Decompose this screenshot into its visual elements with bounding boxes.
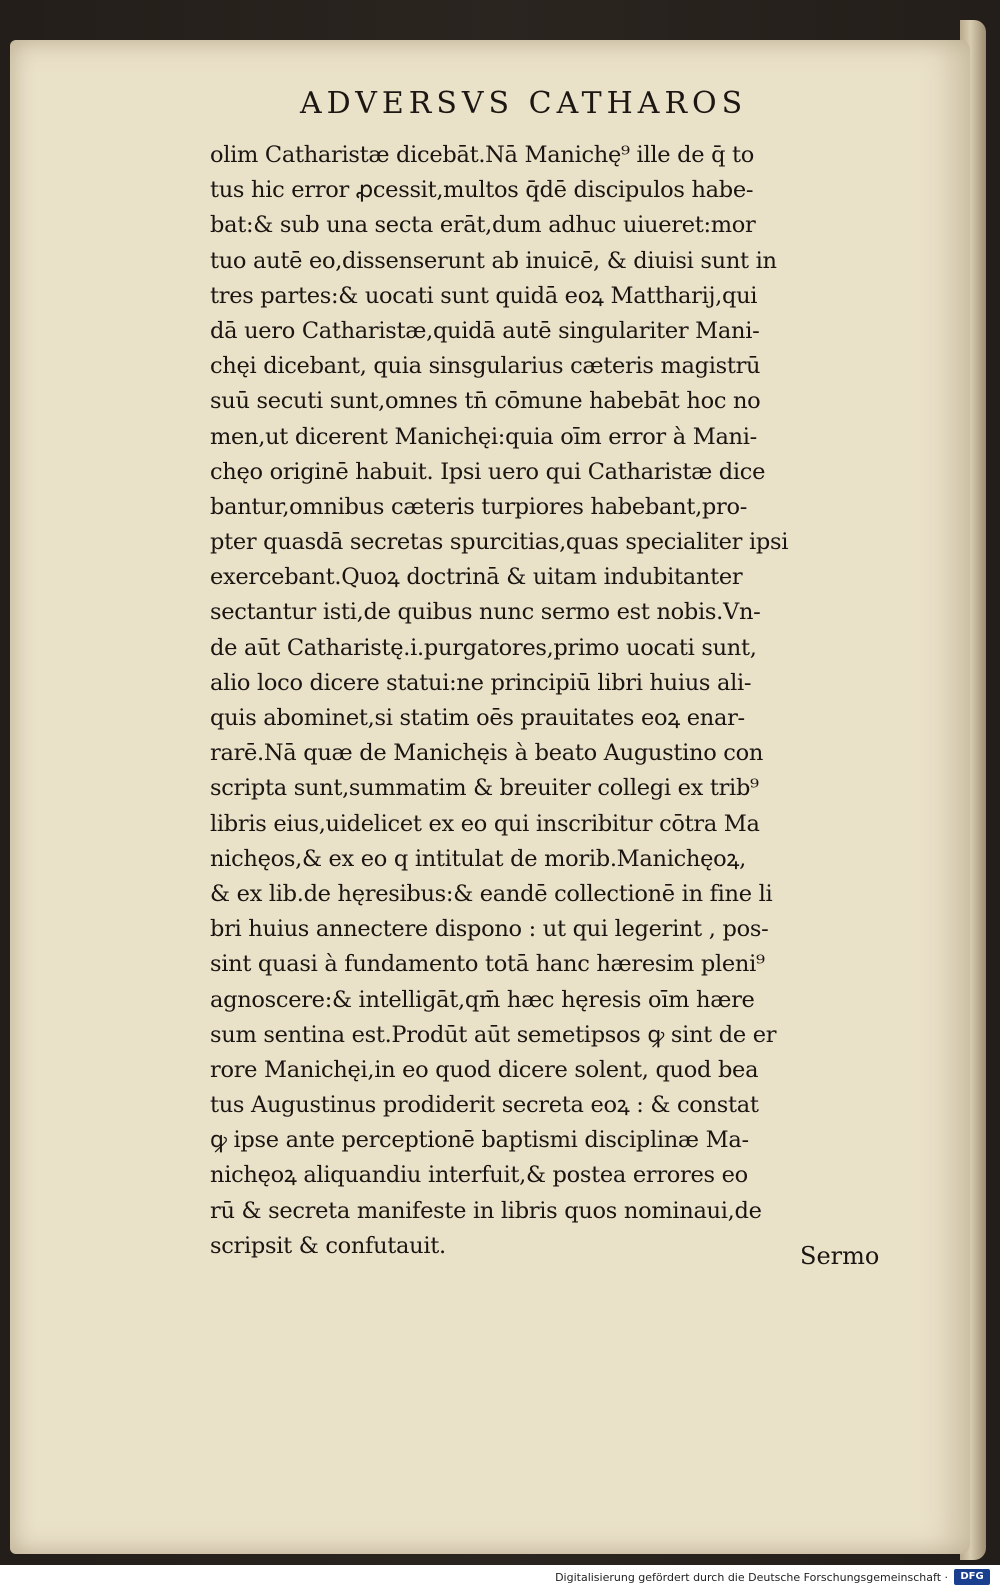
- text-line: bantur,omnibus cæteris turpiores habebant,pro-: [210, 493, 748, 520]
- text-line: & ex lib.de hęresibus:& eandē collectionē in fine li: [210, 880, 773, 907]
- text-line: rū & secreta manifeste in libris quos nominaui,de: [210, 1197, 762, 1224]
- text-line: chęi dicebant, quia sinsgularius cæteris magistrū: [210, 353, 761, 380]
- text-line: sectantur isti,de quibus nunc sermo est nobis.Vn-: [210, 599, 761, 626]
- text-line: pter quasdā secretas spurcitias,quas specialiter ipsi: [210, 529, 789, 556]
- text-line: quis abominet,si statim oēs prauitates eoꝝ enar-: [210, 705, 745, 731]
- text-line: nichęoꝝ aliquandiu interfuit,& postea errores eo: [210, 1162, 748, 1189]
- text-line: agnoscere:& intelligāt,qm̄ hæc hęresis oīm hære: [210, 986, 755, 1013]
- text-line: tuo autē eo,dissenserunt ab inuicē, & diuisi sunt in: [210, 247, 777, 274]
- text-line: men,ut dicerent Manichęi:quia oīm error à Mani-: [210, 423, 757, 450]
- text-line: rore Manichęi,in eo quod dicere solent, quod bea: [210, 1056, 759, 1083]
- text-line: tus Augustinus prodiderit secreta eoꝝ : & constat: [210, 1092, 759, 1119]
- text-line: nichęos,& ex eo q intitulat de morib.Manichęoꝝ,: [210, 845, 746, 872]
- text-line: olim Catharistæ dicebāt.Nā Manichę⁹ ille de q̄ to: [210, 142, 755, 168]
- text-line: scripsit & confutauit.: [210, 1232, 446, 1259]
- text-line: ꝙ ipse ante perceptionē baptismi disciplinæ Ma-: [210, 1127, 749, 1154]
- text-line: chęo originē habuit. Ipsi uero qui Catharistæ dice: [210, 458, 766, 485]
- text-line: alio loco dicere statui:ne principiū libri huius ali-: [210, 669, 752, 696]
- text-line: de aūt Catharistę.i.purgatores,primo uocati sunt,: [210, 634, 757, 661]
- dfg-logo: DFG: [954, 1569, 990, 1585]
- text-line: rarē.Nā quæ de Manichęis à beato Augustino con: [210, 740, 764, 767]
- text-line: suū secuti sunt,omnes tn̄ cōmune habebāt hoc no: [210, 388, 761, 415]
- footer-credit: Digitalisierung gefördert durch die Deutsche Forschungsgemeinschaft ·: [555, 1571, 948, 1584]
- text-line: tus hic error ꝓcessit,multos q̄dē discipulos habe-: [210, 177, 754, 204]
- text-line: exercebant.Quoꝝ doctrinā & uitam indubitanter: [210, 564, 743, 591]
- body-text: [210, 138, 910, 1264]
- text-line: sint quasi à fundamento totā hanc hæresim pleni⁹: [210, 951, 765, 978]
- text-line: dā uero Catharistæ,quidā autē singulariter Mani-: [210, 317, 760, 344]
- catchword: Sermo: [800, 1242, 880, 1270]
- running-head: ADVERSVS CATHAROS: [300, 86, 748, 121]
- text-line: sum sentina est.Prodūt aūt semetipsos ꝙ sint de er: [210, 1021, 777, 1048]
- text-line: bat:& sub una secta erāt,dum adhuc uiueret:mor: [210, 212, 756, 239]
- text-line: libris eius,uidelicet ex eo qui inscribitur cōtra Ma: [210, 810, 760, 837]
- text-line: tres partes:& uocati sunt quidā eoꝝ Mattharij,qui: [210, 282, 758, 309]
- text-line: bri huius annectere dispono : ut qui legerint , pos-: [210, 916, 769, 943]
- text-line: scripta sunt,summatim & breuiter collegi ex trib⁹: [210, 775, 759, 802]
